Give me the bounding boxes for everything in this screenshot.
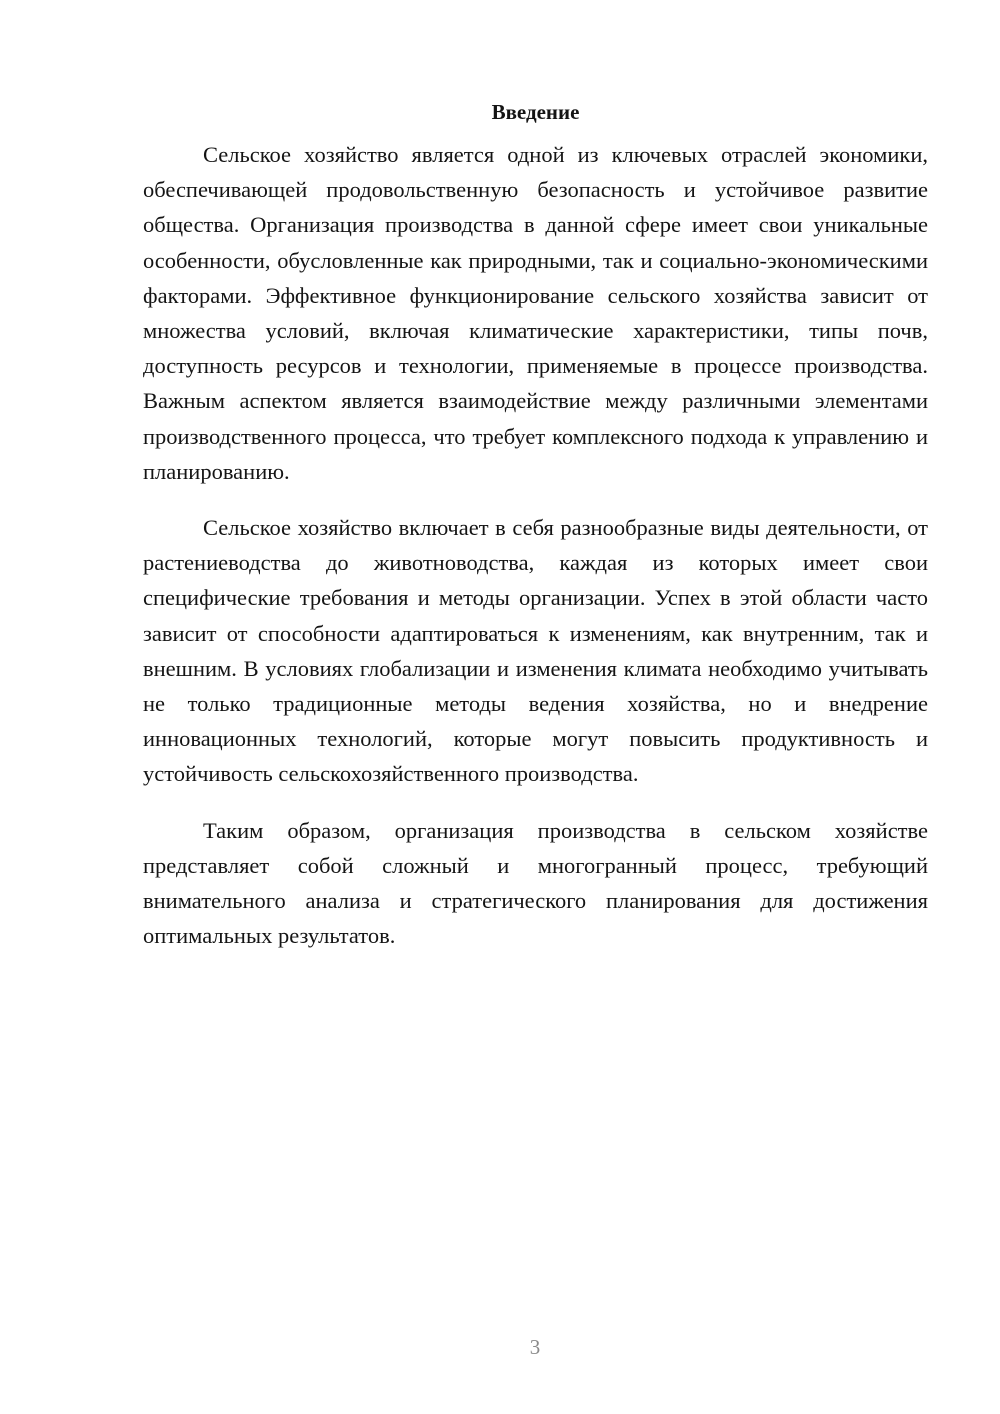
paragraph-3: Таким образом, организация производства в сельском хозяйстве представляет собой сложный и многогранный процесс, требующий внимательного анализа и стратегического планирования для достижения оптимальных результатов. [143, 817, 928, 949]
page-content [143, 96, 928, 953]
page-number: 3 [529, 1335, 541, 1359]
paragraph-1: Сельское хозяйство является одной из ключевых отраслей экономики, обеспечивающей продовольственную безопасность и устойчивое развитие общества. Организация производства в данной сфере имеет свои уникальные особенности, обусловленные как природными, так и социально-экономическими факторами. Эффективное функционирование сельского хозяйства зависит от множества условий, включая климатические характеристики, типы почв, доступность ресурсов и технологии, применяемые в процессе производства. Важным аспектом является взаимодействие между различными элементами производственного процесса, что требует комплексного подхода к управлению и планированию. [143, 142, 928, 484]
paragraph-2: Сельское хозяйство включает в себя разнообразные виды деятельности, от растениеводства до животноводства, каждая из которых имеет свои специфические требования и методы организации. Успех в этой области часто зависит от способности адаптироваться к изменениям, как внутренним, так и внешним. В условиях глобализации и изменения климата необходимо учитывать не только традиционные методы ведения хозяйства, но и внедрение инновационных технологий, которые могут повысить продуктивность и устойчивость сельскохозяйственного производства. [143, 515, 928, 787]
section-heading: Введение [491, 100, 580, 124]
